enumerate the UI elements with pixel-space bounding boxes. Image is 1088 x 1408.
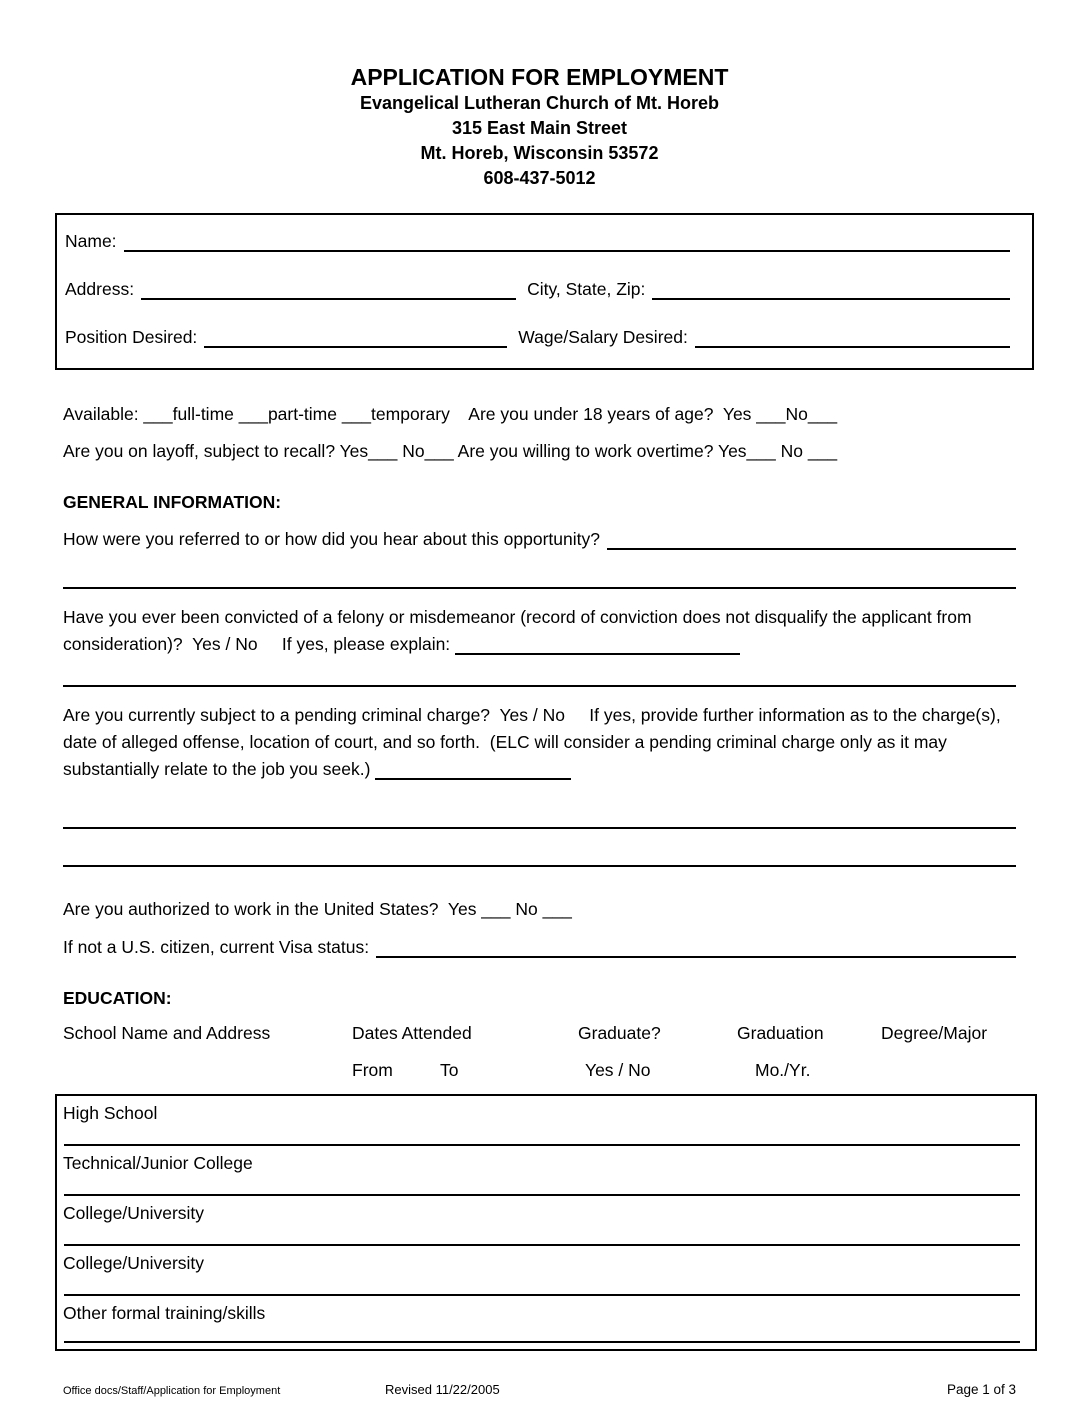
name-row bbox=[65, 231, 1010, 252]
wage-salary-field-line[interactable] bbox=[695, 327, 1010, 348]
education-row-other-training bbox=[57, 1296, 1035, 1349]
pending-charge-paragraph bbox=[63, 702, 1016, 783]
felony-explain-line[interactable] bbox=[455, 638, 740, 656]
footer-file-path: Office docs/Staff/Application for Employment bbox=[63, 1385, 281, 1397]
document-title: APPLICATION FOR EMPLOYMENT bbox=[350, 64, 729, 90]
availability-line: Available: ___full-time ___part-time ___temporary Are you under 18 years of age? Yes ___No___ bbox=[63, 404, 838, 424]
education-row-label: Other formal training/skills bbox=[63, 1303, 266, 1323]
column-dates-attended: Dates Attended bbox=[352, 1023, 472, 1043]
general-information-heading: GENERAL INFORMATION: bbox=[63, 492, 282, 512]
visa-status-label: If not a U.S. citizen, current Visa status: bbox=[63, 937, 370, 957]
other-training-entry-line[interactable] bbox=[64, 1341, 1020, 1343]
pending-charge-question-text: Are you currently subject to a pending criminal charge? Yes / No If yes, provide further information as to the charge(s), date of alleged offense, location of court, and so forth. (ELC will consider a pending criminal charge only as it may substantially relate to the job you seek.) bbox=[63, 705, 1006, 779]
column-graduation: Graduation bbox=[737, 1023, 824, 1043]
education-row-college-university-1 bbox=[57, 1196, 1035, 1246]
pending-charge-continuation-line-1[interactable] bbox=[63, 827, 1016, 829]
pending-charge-continuation-line-2[interactable] bbox=[63, 865, 1016, 867]
education-row-technical-junior-college bbox=[57, 1146, 1035, 1196]
applicant-info-box bbox=[55, 213, 1034, 370]
pending-charge-answer-line[interactable] bbox=[375, 763, 571, 781]
document-header bbox=[63, 64, 1016, 191]
layoff-overtime-line: Are you on layoff, subject to recall? Yes___ No___ Are you willing to work overtime? Yes___ No ___ bbox=[63, 441, 838, 461]
education-row-label: High School bbox=[63, 1103, 158, 1123]
wage-salary-label: Wage/Salary Desired: bbox=[518, 327, 688, 347]
position-row bbox=[65, 327, 1010, 348]
name-field-line[interactable] bbox=[124, 231, 1010, 252]
referred-question-text: How were you referred to or how did you hear about this opportunity? bbox=[63, 529, 600, 549]
city-state-zip-label: City, State, Zip: bbox=[527, 279, 646, 299]
name-label: Name: bbox=[65, 231, 117, 251]
organization-name: Evangelical Lutheran Church of Mt. Horeb bbox=[359, 93, 720, 113]
column-to: To bbox=[440, 1060, 459, 1080]
page-footer bbox=[63, 1382, 1016, 1397]
education-row-high-school bbox=[57, 1096, 1035, 1146]
footer-revision-date: Revised 11/22/2005 bbox=[385, 1382, 500, 1397]
phone-number: 608-437-5012 bbox=[483, 168, 596, 188]
address-row bbox=[65, 279, 1010, 300]
felony-explain-continuation-line[interactable] bbox=[63, 685, 1016, 687]
column-school-name: School Name and Address bbox=[63, 1023, 271, 1043]
education-heading: EDUCATION: bbox=[63, 988, 172, 1008]
footer-page-number: Page 1 of 3 bbox=[946, 1382, 1016, 1397]
education-row-college-university-2 bbox=[57, 1246, 1035, 1296]
position-desired-label: Position Desired: bbox=[65, 327, 198, 347]
column-yes-no: Yes / No bbox=[585, 1060, 651, 1080]
visa-status-row bbox=[63, 936, 1016, 958]
address-field-line[interactable] bbox=[141, 279, 516, 300]
referred-answer-line[interactable] bbox=[607, 529, 1016, 550]
work-authorization-question: Are you authorized to work in the United States? Yes ___ No ___ bbox=[63, 899, 572, 919]
city-state-zip-line: Mt. Horeb, Wisconsin 53572 bbox=[420, 143, 659, 163]
column-from: From bbox=[352, 1060, 393, 1080]
address-label: Address: bbox=[65, 279, 135, 299]
column-mo-yr: Mo./Yr. bbox=[755, 1060, 811, 1080]
felony-question-text: Have you ever been convicted of a felony or misdemeanor (record of conviction does not disqualify the applicant from consideration)? Yes / No If yes, please explain: bbox=[63, 607, 977, 654]
education-row-label: College/University bbox=[63, 1253, 205, 1273]
street-address: 315 East Main Street bbox=[451, 118, 628, 138]
education-row-label: Technical/Junior College bbox=[63, 1153, 253, 1173]
column-degree-major: Degree/Major bbox=[881, 1023, 988, 1043]
education-table-header bbox=[63, 1022, 1016, 1090]
referred-answer-continuation-line[interactable] bbox=[63, 587, 1016, 589]
referred-question-row bbox=[63, 528, 1016, 550]
education-table-box bbox=[55, 1094, 1037, 1351]
visa-status-field-line[interactable] bbox=[376, 937, 1016, 958]
city-state-zip-field-line[interactable] bbox=[652, 279, 1010, 300]
felony-question-paragraph bbox=[63, 604, 1016, 658]
education-row-label: College/University bbox=[63, 1203, 205, 1223]
column-graduate: Graduate? bbox=[578, 1023, 661, 1043]
position-desired-field-line[interactable] bbox=[204, 327, 507, 348]
